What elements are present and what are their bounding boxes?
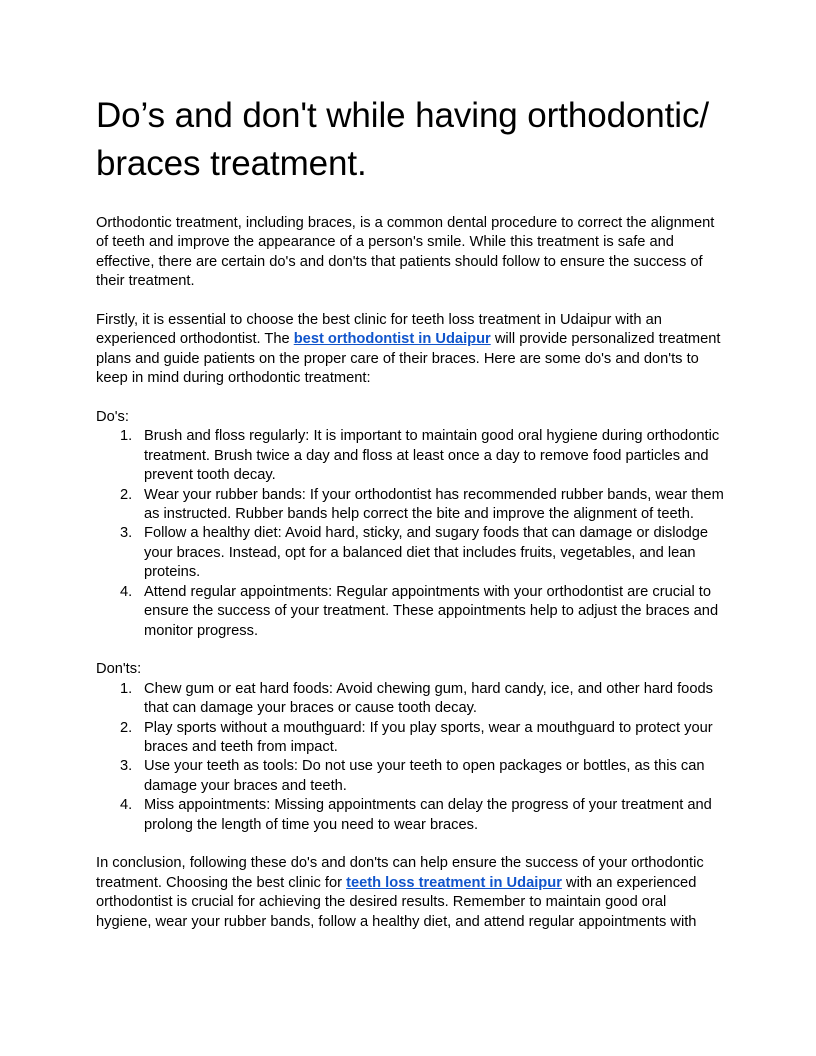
spacer <box>96 292 724 311</box>
clinic-paragraph-text-end: will provide personalized treatment plans and guide patients on the proper care of their braces. Here are some do's and don'ts to keep in mind during orthodontic treatment: <box>96 331 721 387</box>
spacer <box>96 389 724 408</box>
conclusion-paragraph <box>96 854 724 932</box>
clinic-paragraph-text-start: Firstly, it is essential to choose the best clinic for teeth loss treatment in Udaipur with an experienced orthodontist. The <box>96 312 662 348</box>
list-item-text: Brush and floss regularly: It is important to maintain good oral hygiene during orthodontic treatment. Brush twice a day and floss at least once a day to remove food particles and prevent tooth decay. <box>144 428 720 484</box>
list-item <box>96 486 724 525</box>
list-item-text: Wear your rubber bands: If your orthodontist has recommended rubber bands, wear them as instructed. Rubber bands help correct the bite and improve the alignment of teeth. <box>144 486 724 523</box>
intro-paragraph: Orthodontic treatment, including braces, is a common dental procedure to correct the alignment of teeth and improve the appearance of a person's smile. While this treatment is safe and effective, there are certain do's and don'ts that patients should follow to ensure the success of their treatment. <box>96 215 715 290</box>
list-item-text: Attend regular appointments: Regular appointments with your orthodontist are crucial to ensure the success of your treatment. These appointments help to adjust the braces and monitor progress. <box>144 583 719 639</box>
conclusion-text-end: with an experienced orthodontist is crucial for achieving the desired results. Remember to maintain good oral hygiene, wear your rubber bands, follow a healthy diet, and attend regular appointments with <box>96 874 697 930</box>
clinic-paragraph <box>96 311 724 389</box>
list-number: 1. <box>120 428 133 445</box>
list-item-text: Play sports without a mouthguard: If you play sports, wear a mouthguard to protect your braces and teeth from impact. <box>144 719 713 755</box>
list-number: 4. <box>120 797 133 814</box>
list-number: 2. <box>120 719 133 736</box>
list-number: 1. <box>120 680 133 697</box>
spacer <box>96 835 724 854</box>
list-number: 4. <box>120 583 133 600</box>
conclusion-text-start: In conclusion, following these do's and don'ts can help ensure the success of your orthodontic treatment. Choosing the best clinic for <box>96 855 704 891</box>
best-orthodontist-link[interactable]: best orthodontist in Udaipur <box>293 331 491 348</box>
spacer <box>96 641 724 660</box>
donts-heading: Don'ts: <box>96 661 142 678</box>
page-title: Do’s and don't while having orthodontic/ braces treatment. <box>96 96 709 183</box>
list-item <box>96 680 724 719</box>
dos-list <box>96 427 724 640</box>
dos-heading: Do's: <box>96 409 129 426</box>
list-item <box>96 796 724 835</box>
list-item <box>96 427 724 485</box>
list-number: 2. <box>120 486 133 503</box>
list-item <box>96 524 724 582</box>
list-item <box>96 757 724 796</box>
list-item-text: Follow a healthy diet: Avoid hard, sticky, and sugary foods that can damage or dislodge your braces. Instead, opt for a balanced diet that includes fruits, vegetables, and lean proteins. <box>144 525 709 581</box>
document-page <box>96 0 724 932</box>
teeth-loss-treatment-link[interactable]: teeth loss treatment in Udaipur <box>346 874 562 891</box>
list-item <box>96 583 724 641</box>
list-item <box>96 719 724 758</box>
list-item-text: Miss appointments: Missing appointments can delay the progress of your treatment and prolong the length of time you need to wear braces. <box>144 797 712 833</box>
list-number: 3. <box>120 758 133 775</box>
donts-list <box>96 680 724 835</box>
list-number: 3. <box>120 525 133 542</box>
list-item-text: Use your teeth as tools: Do not use your teeth to open packages or bottles, as this can damage your braces and teeth. <box>144 758 705 794</box>
list-item-text: Chew gum or eat hard foods: Avoid chewing gum, hard candy, ice, and other hard foods that can damage your braces or cause tooth decay. <box>144 680 713 717</box>
